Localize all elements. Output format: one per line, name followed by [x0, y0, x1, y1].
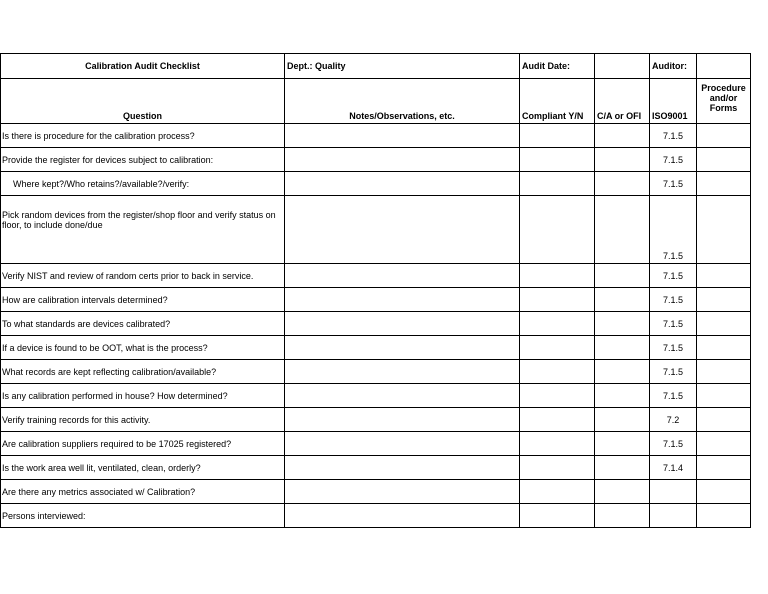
table-row	[1, 456, 751, 480]
question-cell: Is there is procedure for the calibration process?	[1, 124, 285, 148]
question-cell: To what standards are devices calibrated?	[1, 312, 285, 336]
iso-clause-cell	[650, 480, 697, 504]
iso-clause-cell: 7.1.4	[650, 456, 697, 480]
notes-cell[interactable]	[285, 196, 520, 264]
audit-date-label: Audit Date:	[520, 54, 595, 79]
table-row	[1, 480, 751, 504]
question-cell: Persons interviewed:	[1, 504, 285, 528]
question-cell: What records are kept reflecting calibration/available?	[1, 360, 285, 384]
notes-cell[interactable]	[285, 264, 520, 288]
procedure-cell[interactable]	[697, 172, 751, 196]
notes-cell[interactable]	[285, 172, 520, 196]
table-row	[1, 504, 751, 528]
ca-ofi-cell[interactable]	[595, 124, 650, 148]
procedure-cell[interactable]	[697, 148, 751, 172]
notes-cell[interactable]	[285, 384, 520, 408]
table-row	[1, 148, 751, 172]
procedure-cell[interactable]	[697, 432, 751, 456]
sheet-title: Calibration Audit Checklist	[1, 54, 285, 79]
procedure-cell[interactable]	[697, 360, 751, 384]
col-header-ca-ofi: C/A or OFI	[595, 79, 650, 124]
iso-clause-cell: 7.1.5	[650, 172, 697, 196]
question-cell: Is the work area well lit, ventilated, clean, orderly?	[1, 456, 285, 480]
iso-clause-cell: 7.1.5	[650, 288, 697, 312]
iso-clause-cell: 7.1.5	[650, 432, 697, 456]
col-header-iso: ISO9001	[650, 79, 697, 124]
auditor-value[interactable]	[697, 54, 751, 79]
ca-ofi-cell[interactable]	[595, 384, 650, 408]
compliant-cell[interactable]	[520, 124, 595, 148]
notes-cell[interactable]	[285, 148, 520, 172]
iso-clause-cell: 7.1.5	[650, 148, 697, 172]
column-header-row	[1, 79, 751, 124]
question-cell: Verify training records for this activity.	[1, 408, 285, 432]
question-cell: Where kept?/Who retains?/available?/verify:	[1, 172, 285, 196]
notes-cell[interactable]	[285, 432, 520, 456]
iso-clause-cell: 7.1.5	[650, 124, 697, 148]
ca-ofi-cell[interactable]	[595, 480, 650, 504]
procedure-cell[interactable]	[697, 336, 751, 360]
auditor-label: Auditor:	[650, 54, 697, 79]
iso-clause-cell: 7.1.5	[650, 196, 697, 264]
question-cell: If a device is found to be OOT, what is the process?	[1, 336, 285, 360]
ca-ofi-cell[interactable]	[595, 264, 650, 288]
table-row	[1, 264, 751, 288]
iso-clause-cell: 7.2	[650, 408, 697, 432]
ca-ofi-cell[interactable]	[595, 336, 650, 360]
ca-ofi-cell[interactable]	[595, 172, 650, 196]
compliant-cell[interactable]	[520, 196, 595, 264]
compliant-cell[interactable]	[520, 408, 595, 432]
question-rows	[1, 124, 751, 528]
title-row	[1, 54, 751, 79]
audit-date-value[interactable]	[595, 54, 650, 79]
procedure-cell[interactable]	[697, 288, 751, 312]
notes-cell[interactable]	[285, 480, 520, 504]
iso-clause-cell: 7.1.5	[650, 360, 697, 384]
checklist-table	[0, 53, 751, 528]
ca-ofi-cell[interactable]	[595, 504, 650, 528]
notes-cell[interactable]	[285, 336, 520, 360]
procedure-cell[interactable]	[697, 504, 751, 528]
question-cell: Pick random devices from the register/shop floor and verify status on floor, to include done/due	[1, 196, 285, 264]
table-row	[1, 432, 751, 456]
question-cell: Provide the register for devices subject to calibration:	[1, 148, 285, 172]
iso-clause-cell: 7.1.5	[650, 384, 697, 408]
procedure-cell[interactable]	[697, 196, 751, 264]
table-row	[1, 196, 751, 264]
table-row	[1, 384, 751, 408]
compliant-cell[interactable]	[520, 264, 595, 288]
iso-clause-cell	[650, 504, 697, 528]
compliant-cell[interactable]	[520, 480, 595, 504]
notes-cell[interactable]	[285, 504, 520, 528]
question-cell: Verify NIST and review of random certs prior to back in service.	[1, 264, 285, 288]
ca-ofi-cell[interactable]	[595, 148, 650, 172]
compliant-cell[interactable]	[520, 288, 595, 312]
notes-cell[interactable]	[285, 360, 520, 384]
compliant-cell[interactable]	[520, 336, 595, 360]
ca-ofi-cell[interactable]	[595, 312, 650, 336]
question-cell: How are calibration intervals determined?	[1, 288, 285, 312]
table-row	[1, 124, 751, 148]
col-header-procedure: Procedure and/or Forms	[697, 79, 751, 124]
notes-cell[interactable]	[285, 124, 520, 148]
question-cell: Are calibration suppliers required to be 17025 registered?	[1, 432, 285, 456]
compliant-cell[interactable]	[520, 148, 595, 172]
col-header-notes: Notes/Observations, etc.	[285, 79, 520, 124]
compliant-cell[interactable]	[520, 456, 595, 480]
notes-cell[interactable]	[285, 312, 520, 336]
procedure-cell[interactable]	[697, 480, 751, 504]
col-header-question: Question	[1, 79, 285, 124]
ca-ofi-cell[interactable]	[595, 288, 650, 312]
compliant-cell[interactable]	[520, 172, 595, 196]
table-row	[1, 172, 751, 196]
table-row	[1, 408, 751, 432]
procedure-cell[interactable]	[697, 264, 751, 288]
table-row	[1, 288, 751, 312]
compliant-cell[interactable]	[520, 360, 595, 384]
question-cell: Are there any metrics associated w/ Calibration?	[1, 480, 285, 504]
procedure-cell[interactable]	[697, 124, 751, 148]
notes-cell[interactable]	[285, 408, 520, 432]
ca-ofi-cell[interactable]	[595, 432, 650, 456]
table-row	[1, 336, 751, 360]
col-header-compliant: Compliant Y/N	[520, 79, 595, 124]
dept-cell[interactable]: Dept.: Quality	[285, 54, 520, 79]
ca-ofi-cell[interactable]	[595, 408, 650, 432]
procedure-cell[interactable]	[697, 312, 751, 336]
ca-ofi-cell[interactable]	[595, 360, 650, 384]
question-cell: Is any calibration performed in house? How determined?	[1, 384, 285, 408]
table-row	[1, 312, 751, 336]
procedure-cell[interactable]	[697, 456, 751, 480]
procedure-cell[interactable]	[697, 408, 751, 432]
notes-cell[interactable]	[285, 456, 520, 480]
ca-ofi-cell[interactable]	[595, 456, 650, 480]
iso-clause-cell: 7.1.5	[650, 264, 697, 288]
ca-ofi-cell[interactable]	[595, 196, 650, 264]
compliant-cell[interactable]	[520, 432, 595, 456]
notes-cell[interactable]	[285, 288, 520, 312]
iso-clause-cell: 7.1.5	[650, 312, 697, 336]
compliant-cell[interactable]	[520, 384, 595, 408]
procedure-cell[interactable]	[697, 384, 751, 408]
table-row	[1, 360, 751, 384]
compliant-cell[interactable]	[520, 504, 595, 528]
iso-clause-cell: 7.1.5	[650, 336, 697, 360]
compliant-cell[interactable]	[520, 312, 595, 336]
